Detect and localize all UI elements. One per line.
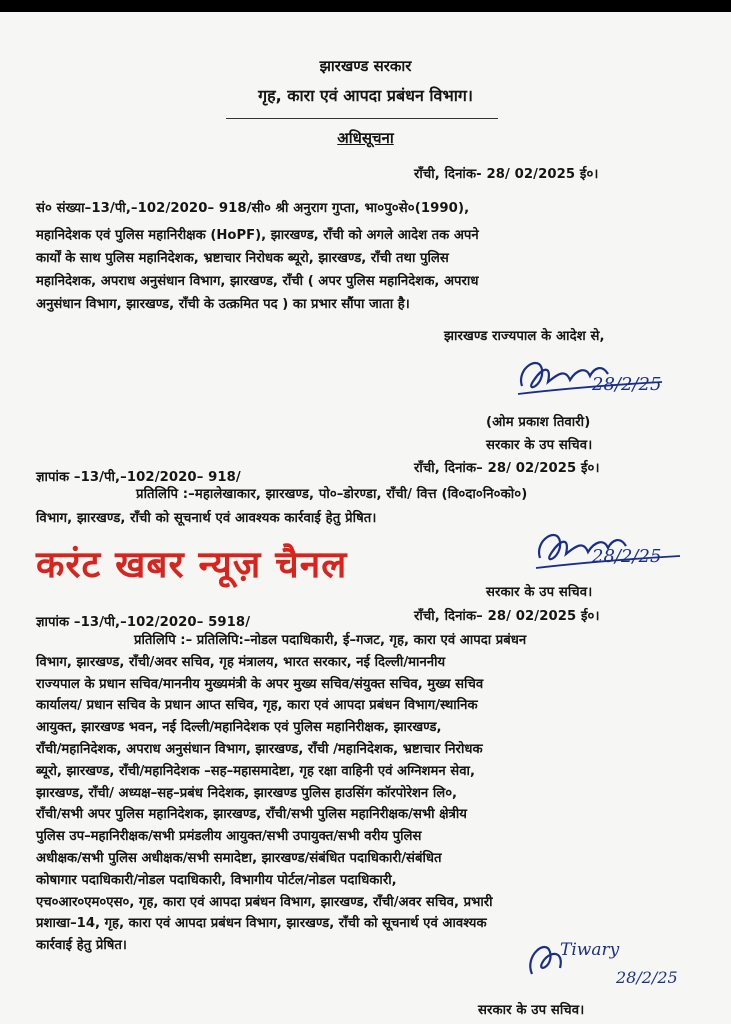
document-page xyxy=(0,12,731,1024)
memo2-body-line: कार्रवाई हेतु प्रेषित। xyxy=(36,938,127,954)
memo2-body xyxy=(36,630,700,957)
notification-body-line: अनुसंधान विभाग, झारखण्ड, राँची के उत्क्रमित पद ) का प्रभार सौंपा जाता है। xyxy=(36,297,410,312)
notification-body xyxy=(36,224,698,316)
memo1-signatory-title: सरकार के उप सचिव। xyxy=(486,585,593,600)
memo2-body-line: अधीक्षक/सभी पुलिस अधीक्षक/सभी समादेष्टा, झारखण्ड/संबंधित पदाधिकारी/संबंधित xyxy=(36,850,442,866)
memo2-body-line: एच०आर०एम०एस०, गृह, कारा एवं आपदा प्रबंधन विभाग, झारखण्ड, राँची/अवर सचिव, प्रभारी xyxy=(36,894,493,910)
notification-place-date: राँची, दिनांक- 28/ 02/2025 ई०। xyxy=(414,167,599,182)
notification-ref: सं० संख्या–13/पी,–102/2020– 918/सी० श्री अनुराग गुप्ता, भा०पु०से०(1990), xyxy=(36,201,470,216)
government-heading: झारखण्ड सरकार xyxy=(319,57,412,75)
department-heading: गृह, कारा एवं आपदा प्रबंधन विभाग। xyxy=(258,86,473,105)
memo2-body-line: प्रतिलिपि :– प्रतिलिपि:–नोडल पदाधिकारी, ई–गजट, गृह, कारा एवं आपदा प्रबंधन xyxy=(134,633,527,648)
signatory-name: (ओम प्रकाश तिवारी) xyxy=(486,415,591,430)
notification-body-line: महानिदेशक एवं पुलिस महानिरीक्षक (HoPF), झारखण्ड, राँची को अगले आदेश तक अपने xyxy=(36,228,479,243)
channel-watermark: करंट खबर न्यूज़ चैनल xyxy=(36,543,348,586)
signature-1-date: 28/2/25 xyxy=(592,374,662,395)
memo1-place-date: राँची, दिनांक– 28/ 02/2025 ई०। xyxy=(414,461,600,476)
memo2-body-line: राज्यपाल के प्रधान सचिव/माननीय मुख्यमंत्री के अपर मुख्य सचिव/संयुक्त सचिव, मुख्य सचिव xyxy=(36,676,484,692)
memo2-body-line: ब्यूरो, झारखण्ड, राँची/महानिदेशक –सह–महासमादेष्टा, गृह रक्षा वाहिनी एवं अग्निशमन सेवा, xyxy=(36,763,475,779)
notification-body-line: कार्यों के साथ पुलिस महानिदेशक, भ्रष्टाचार निरोधक ब्यूरो, झारखण्ड, राँची तथा पुलिस xyxy=(36,251,449,266)
signature-3-name: Tiwary xyxy=(560,940,620,960)
memo2-body-line: झारखण्ड, राँची/ अध्यक्ष–सह–प्रबंध निदेशक, झारखण्ड पुलिस हाउसिंग कॉरपोरेशन लि०, xyxy=(36,785,458,801)
memo2-body-line: राँची/महानिदेशक, अपराध अनुसंधान विभाग, झारखण्ड, राँची /महानिदेशक, भ्रष्टाचार निरोधक xyxy=(36,741,483,757)
signature-3 xyxy=(520,930,580,990)
memo2-body-line: पुलिस उप–महानिरीक्षक/सभी प्रमंडलीय आयुक्त/सभी उपायुक्त/सभी वरीय पुलिस xyxy=(36,829,422,845)
memo2-body-line: आयुक्त, झारखण्ड भवन, नई दिल्ली/महानिदेशक एवं पुलिस महानिरीक्षक, झारखण्ड, xyxy=(36,720,442,736)
memo2-body-line: प्रशाखा–14, गृह, कारा एवं आपदा प्रबंधन विभाग, झारखण्ड, राँची को सूचनार्थ एवं आवश्यक xyxy=(36,916,487,932)
memo2-body-line: विभाग, झारखण्ड, राँची/अवर सचिव, गृह मंत्रालय, भारत सरकार, नई दिल्ली/माननीय xyxy=(36,654,446,670)
notification-body-line: महानिदेशक, अपराध अनुसंधान विभाग, झारखण्ड, राँची ( अपर पुलिस महानिदेशक, अपराध xyxy=(36,274,479,289)
memo1-line-2: विभाग, झारखण्ड, राँची को सूचनार्थ एवं आवश्यक कार्रवाई हेतु प्रेषित। xyxy=(36,511,377,526)
signatory-title: सरकार के उप सचिव। xyxy=(486,438,593,453)
memo1-line-1: प्रतिलिपि :–महालेखाकार, झारखण्ड, पो०–डोरण्डा, राँची/ वित्त (वि०दा०नि०को०) xyxy=(136,487,528,502)
governor-order-line: झारखण्ड राज्यपाल के आदेश से, xyxy=(444,329,605,344)
header-divider xyxy=(226,118,498,119)
memo2-signatory-title: सरकार के उप सचिव। xyxy=(478,1003,585,1018)
signature-2-date: 28/2/25 xyxy=(592,546,662,567)
memo1-ref: ज्ञापांक –13/पी,–102/2020– 918/ xyxy=(36,470,241,485)
memo2-body-line: राँची/सभी अपर पुलिस महानिदेशक, झारखण्ड, राँची/सभी पुलिस महानिरीक्षक/सभी क्षेत्रीय xyxy=(36,807,467,823)
memo2-place-date: राँची, दिनांक– 28/ 02/2025 ई०। xyxy=(414,609,600,624)
signature-3-date: 28/2/25 xyxy=(616,968,678,987)
notice-title: अधिसूचना xyxy=(337,129,394,147)
memo2-body-line: कार्यालय/ प्रधान सचिव के प्रधान आप्त सचिव, गृह, कारा एवं आपदा प्रबंधन विभाग/स्थानिक xyxy=(36,698,478,714)
memo2-body-line: कोषागार पदाधिकारी/नोडल पदाधिकारी, विभागीय पोर्टल/नोडल पदाधिकारी, xyxy=(36,872,397,888)
memo2-ref: ज्ञापांक –13/पी,–102/2020– 5918/ xyxy=(36,615,251,630)
